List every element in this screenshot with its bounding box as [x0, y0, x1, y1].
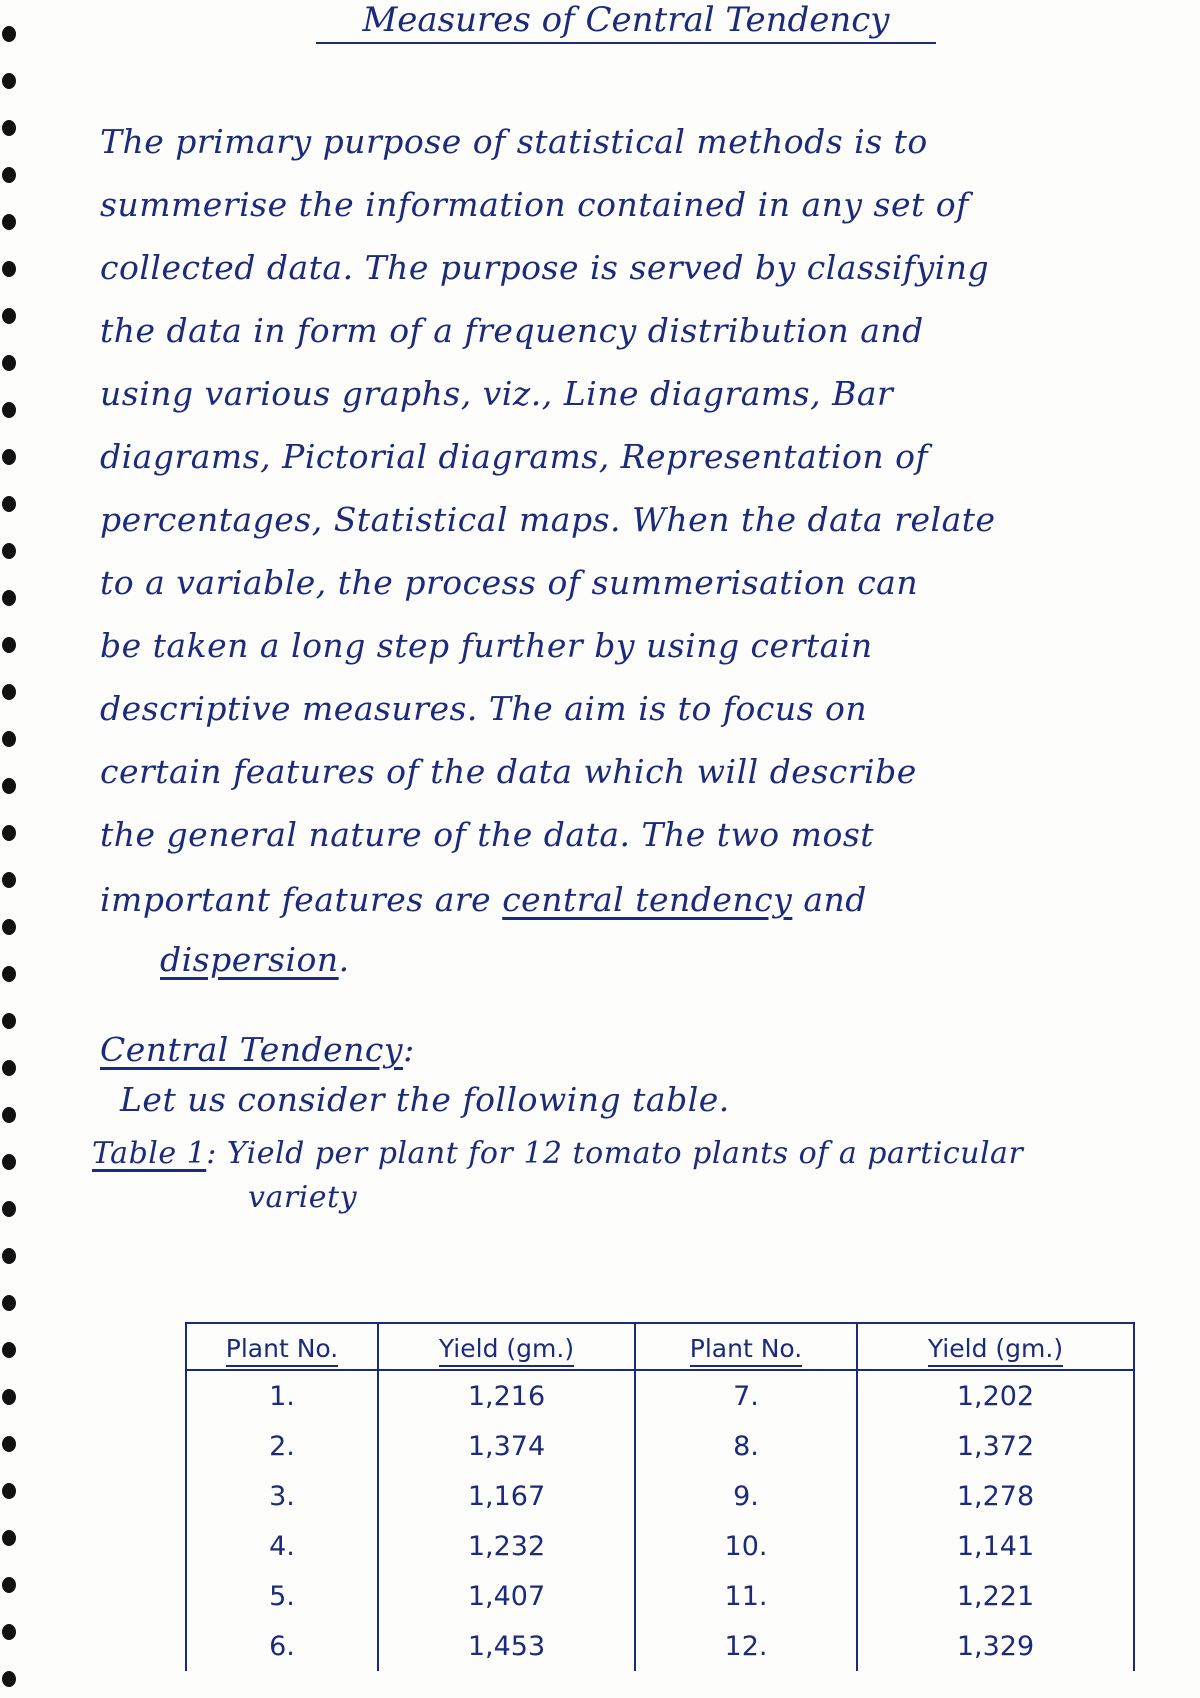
- intro-line: Let us consider the following table.: [120, 1080, 730, 1119]
- binder-hole: [2, 1342, 16, 1358]
- binder-hole: [2, 1483, 16, 1499]
- table-cell: 1,372: [857, 1421, 1134, 1471]
- binder-hole: [2, 1436, 16, 1452]
- header-yield-2: Yield (gm.): [857, 1323, 1134, 1370]
- header-plant-no-2: Plant No.: [635, 1323, 857, 1370]
- table-cell: 4.: [186, 1521, 378, 1571]
- table-cell: 1,374: [378, 1421, 635, 1471]
- table-cell: 1.: [186, 1370, 378, 1421]
- table-cell: 1,407: [378, 1571, 635, 1621]
- table-caption-text: : Yield per plant for 12 tomato plants of a particular: [206, 1136, 1024, 1171]
- header-plant-no-1: Plant No.: [186, 1323, 378, 1370]
- binder-hole: [2, 167, 16, 183]
- binder-hole: [2, 214, 16, 230]
- binder-hole: [2, 966, 16, 982]
- paragraph-line-final: [100, 880, 1190, 919]
- table-cell: 1,216: [378, 1370, 635, 1421]
- binder-hole: [2, 1389, 16, 1405]
- section-colon: :: [403, 1030, 415, 1069]
- table-cell: 5.: [186, 1571, 378, 1621]
- binder-hole: [2, 919, 16, 935]
- binder-hole: [2, 1248, 16, 1264]
- yield-table: [185, 1322, 1125, 1698]
- binder-hole: [2, 1530, 16, 1546]
- binder-hole: [2, 684, 16, 700]
- binder-hole: [2, 120, 16, 136]
- binder-hole: [2, 496, 16, 512]
- paragraph-line: using various graphs, viz., Line diagrams, Bar: [100, 374, 894, 413]
- table-cell: 12.: [635, 1621, 857, 1671]
- table-cell: 7.: [635, 1370, 857, 1421]
- table-row: [186, 1421, 1134, 1471]
- table-cell: 1,278: [857, 1471, 1134, 1521]
- paragraph-line: summerise the information contained in any set of: [100, 185, 969, 224]
- binder-hole: [2, 1295, 16, 1311]
- binder-hole: [2, 73, 16, 89]
- table-cell: 1,232: [378, 1521, 635, 1571]
- table-caption-line2: variety: [248, 1180, 358, 1215]
- binder-holes: [0, 0, 30, 1698]
- important-prefix: important features are: [100, 880, 492, 919]
- binder-hole: [2, 825, 16, 841]
- table-cell: 3.: [186, 1471, 378, 1521]
- paragraph-line: descriptive measures. The aim is to focus on: [100, 689, 868, 728]
- binder-hole: [2, 1671, 16, 1687]
- binder-hole: [2, 1154, 16, 1170]
- paragraph-line: collected data. The purpose is served by classifying: [100, 248, 990, 287]
- binder-hole: [2, 1107, 16, 1123]
- table-label: Table 1: [92, 1136, 207, 1171]
- binder-hole: [2, 355, 16, 371]
- table-cell: 1,167: [378, 1471, 635, 1521]
- binder-hole: [2, 308, 16, 324]
- binder-hole: [2, 402, 16, 418]
- table-cell: 10.: [635, 1521, 857, 1571]
- table-cell: 2.: [186, 1421, 378, 1471]
- page-title: Measures of Central Tendency: [316, 0, 936, 44]
- binder-hole: [2, 449, 16, 465]
- paragraph-line: diagrams, Pictorial diagrams, Representation of: [100, 437, 929, 476]
- table-cell: 1,202: [857, 1370, 1134, 1421]
- binder-hole: [2, 26, 16, 42]
- binder-hole: [2, 543, 16, 559]
- paragraph-line: be taken a long step further by using certain: [100, 626, 873, 665]
- paragraph-line-dispersion: [160, 940, 1200, 979]
- binder-hole: [2, 731, 16, 747]
- binder-hole: [2, 590, 16, 606]
- paragraph-line: The primary purpose of statistical methods is to: [100, 122, 928, 161]
- paragraph-line: percentages, Statistical maps. When the data relate: [100, 500, 996, 539]
- table-cell: 1,221: [857, 1571, 1134, 1621]
- table-row: [186, 1370, 1134, 1421]
- binder-hole: [2, 1013, 16, 1029]
- binder-hole: [2, 1624, 16, 1640]
- table-row: [186, 1621, 1134, 1671]
- section-heading-line: [100, 1030, 1190, 1069]
- section-heading: Central Tendency: [100, 1030, 404, 1069]
- binder-hole: [2, 637, 16, 653]
- term-central-tendency: central tendency: [502, 880, 793, 919]
- table-cell: 1,141: [857, 1521, 1134, 1571]
- table-row: [186, 1521, 1134, 1571]
- header-yield-1: Yield (gm.): [378, 1323, 635, 1370]
- paragraph-line: the general nature of the data. The two most: [100, 815, 875, 854]
- table-row: [186, 1471, 1134, 1521]
- table-cell: 1,453: [378, 1621, 635, 1671]
- paragraph-line: certain features of the data which will describe: [100, 752, 917, 791]
- table-cell: 6.: [186, 1621, 378, 1671]
- paragraph-line: the data in form of a frequency distribution and: [100, 311, 924, 350]
- and-word: and: [803, 880, 867, 919]
- table-header-row: [186, 1323, 1134, 1370]
- binder-hole: [2, 872, 16, 888]
- binder-hole: [2, 261, 16, 277]
- binder-hole: [2, 778, 16, 794]
- period: .: [338, 940, 350, 979]
- table-caption: [92, 1136, 1182, 1171]
- table-cell: 1,329: [857, 1621, 1134, 1671]
- binder-hole: [2, 1201, 16, 1217]
- table-cell: 8.: [635, 1421, 857, 1471]
- term-dispersion: dispersion: [160, 940, 339, 979]
- table-cell: 9.: [635, 1471, 857, 1521]
- table-row: [186, 1571, 1134, 1621]
- paragraph-line: to a variable, the process of summerisation can: [100, 563, 919, 602]
- binder-hole: [2, 1060, 16, 1076]
- table-cell: 11.: [635, 1571, 857, 1621]
- binder-hole: [2, 1577, 16, 1593]
